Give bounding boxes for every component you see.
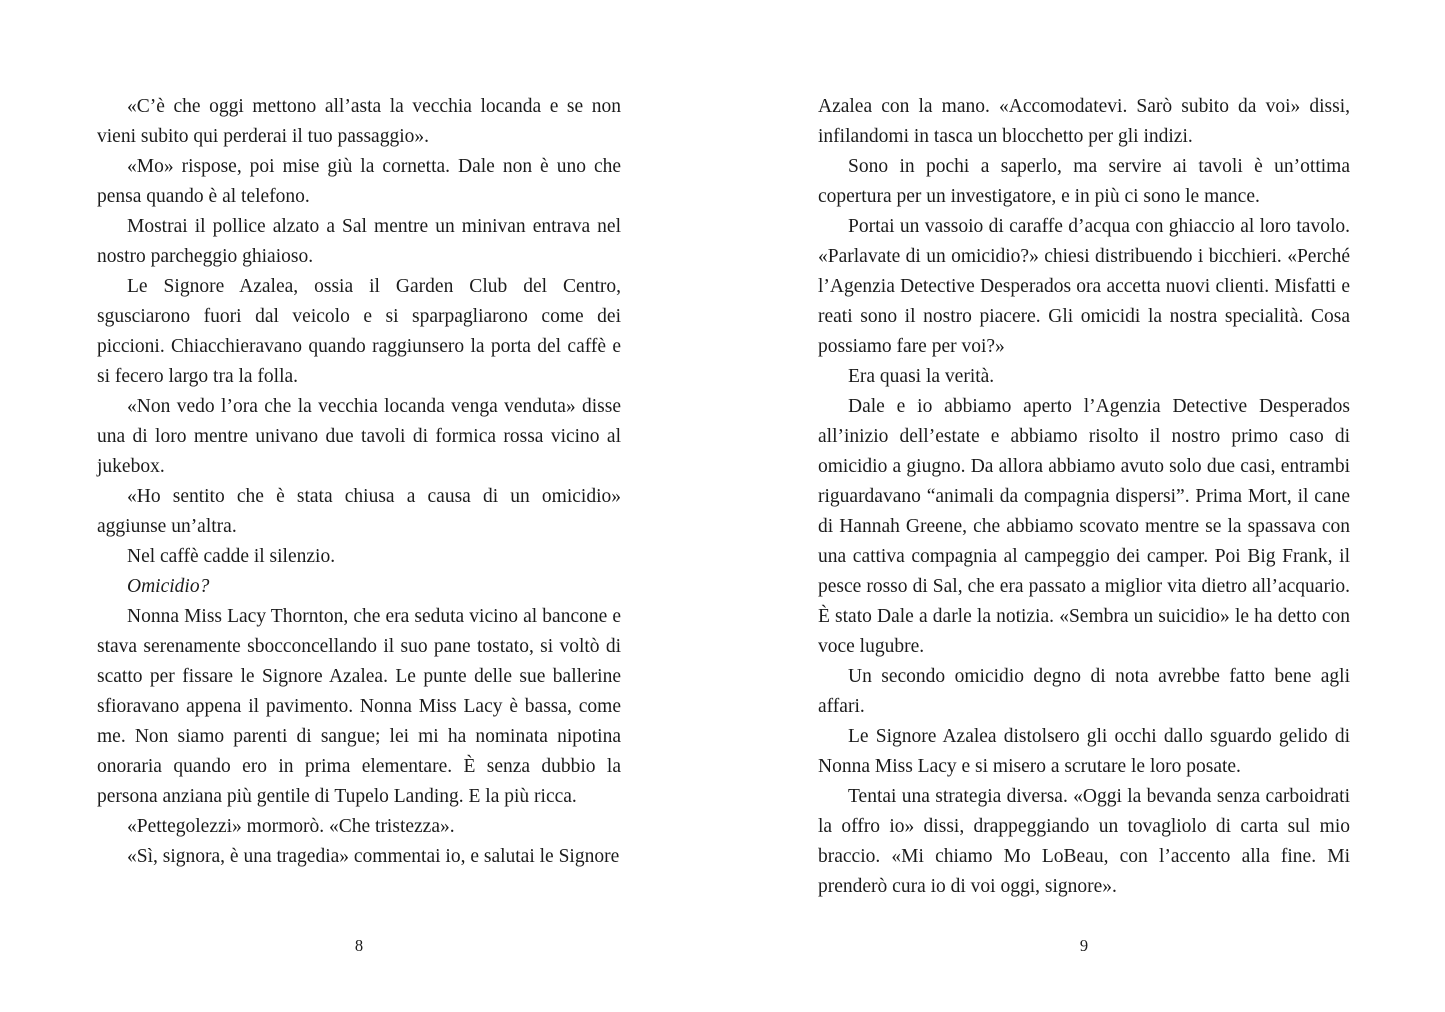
paragraph: Mostrai il pollice alzato a Sal mentre un minivan entrava nel nostro parcheggio ghiaioso. bbox=[97, 216, 621, 267]
right-page-number: 9 bbox=[1079, 936, 1089, 955]
paragraph: «C’è che oggi mettono all’asta la vecchia locanda e se non vieni subito qui perderai il tuo passaggio». bbox=[97, 96, 621, 147]
paragraph: Le Signore Azalea distolsero gli occhi dallo sguardo gelido di Nonna Miss Lacy e si misero a scrutare le loro posate. bbox=[818, 726, 1350, 777]
paragraph: Sono in pochi a saperlo, ma servire ai tavoli è un’ottima copertura per un investigatore, e in più ci sono le mance. bbox=[818, 156, 1350, 207]
left-page-number: 8 bbox=[354, 936, 364, 955]
right-page bbox=[722, 0, 1444, 1012]
paragraph: Le Signore Azalea, ossia il Garden Club del Centro, sgusciarono fuori dal veicolo e si sparpagliarono come dei piccioni. Chiacchieravano quando raggiunsero la porta del caffè e si fecero largo tra la folla. bbox=[97, 276, 621, 387]
paragraph: Era quasi la verità. bbox=[848, 366, 995, 387]
paragraph: «Sì, signora, è una tragedia» commentai io, e salutai le Signore bbox=[127, 846, 620, 867]
left-page-text bbox=[97, 92, 621, 872]
paragraph: Nel caffè cadde il silenzio. bbox=[127, 546, 336, 567]
left-page bbox=[0, 0, 722, 1012]
paragraph-continuation: Azalea con la mano. «Accomodatevi. Sarò subito da voi» dissi, infilandomi in tasca un blocchetto per gli indizi. bbox=[818, 96, 1350, 147]
paragraph: Un secondo omicidio degno di nota avrebbe fatto bene agli affari. bbox=[818, 666, 1350, 717]
paragraph: Dale e io abbiamo aperto l’Agenzia Detective Desperados all’inizio dell’estate e abbiamo risolto il nostro primo caso di omicidio a giugno. Da allora abbiamo avuto solo due casi, entrambi riguardavano “animali da compagnia dispersi”. Prima Mort, il cane di Hannah Greene, che abbiamo scovato mentre se la spassava con una cattiva compagnia al campeggio dei camper. Poi Big Frank, il pesce rosso di Sal, che era passato a miglior vita dietro all’acquario. È stato Dale a darle la notizia. «Sembra un suicidio» le ha detto con voce lugubre. bbox=[818, 396, 1350, 657]
paragraph: Tentai una strategia diversa. «Oggi la bevanda senza carboidrati la offro io» dissi, drappeggiando un tovagliolo di carta sul mio braccio. «Mi chiamo Mo LoBeau, con l’accento alla fine. Mi prenderò cura io di voi oggi, signore». bbox=[818, 786, 1350, 897]
paragraph: «Ho sentito che è stata chiusa a causa di un omicidio» aggiunse un’altra. bbox=[97, 486, 621, 537]
right-page-text bbox=[818, 92, 1350, 902]
paragraph: «Non vedo l’ora che la vecchia locanda venga venduta» disse una di loro mentre univano due tavoli di formica rossa vicino al jukebox. bbox=[97, 396, 621, 477]
paragraph-italic: Omicidio? bbox=[127, 576, 210, 597]
paragraph: «Mo» rispose, poi mise giù la cornetta. Dale non è uno che pensa quando è al telefono. bbox=[97, 156, 621, 207]
paragraph: Nonna Miss Lacy Thornton, che era seduta vicino al bancone e stava serenamente sbocconcellando il suo pane tostato, si voltò di scatto per fissare le Signore Azalea. Le punte delle sue ballerine sfioravano appena il pavimento. Nonna Miss Lacy è bassa, come me. Non siamo parenti di sangue; lei mi ha nominata nipotina onoraria quando ero in prima elementare. È senza dubbio la persona anziana più gentile di Tupelo Landing. E la più ricca. bbox=[97, 606, 621, 807]
paragraph: «Pettegolezzi» mormorò. «Che tristezza». bbox=[127, 816, 455, 837]
paragraph: Portai un vassoio di caraffe d’acqua con ghiaccio al loro tavolo. «Parlavate di un omicidio?» chiesi distribuendo i bicchieri. «Perché l’Agenzia Detective Desperados ora accetta nuovi clienti. Misfatti e reati sono il nostro piacere. Gli omicidi la nostra specialità. Cosa possiamo fare per voi?» bbox=[818, 216, 1350, 357]
